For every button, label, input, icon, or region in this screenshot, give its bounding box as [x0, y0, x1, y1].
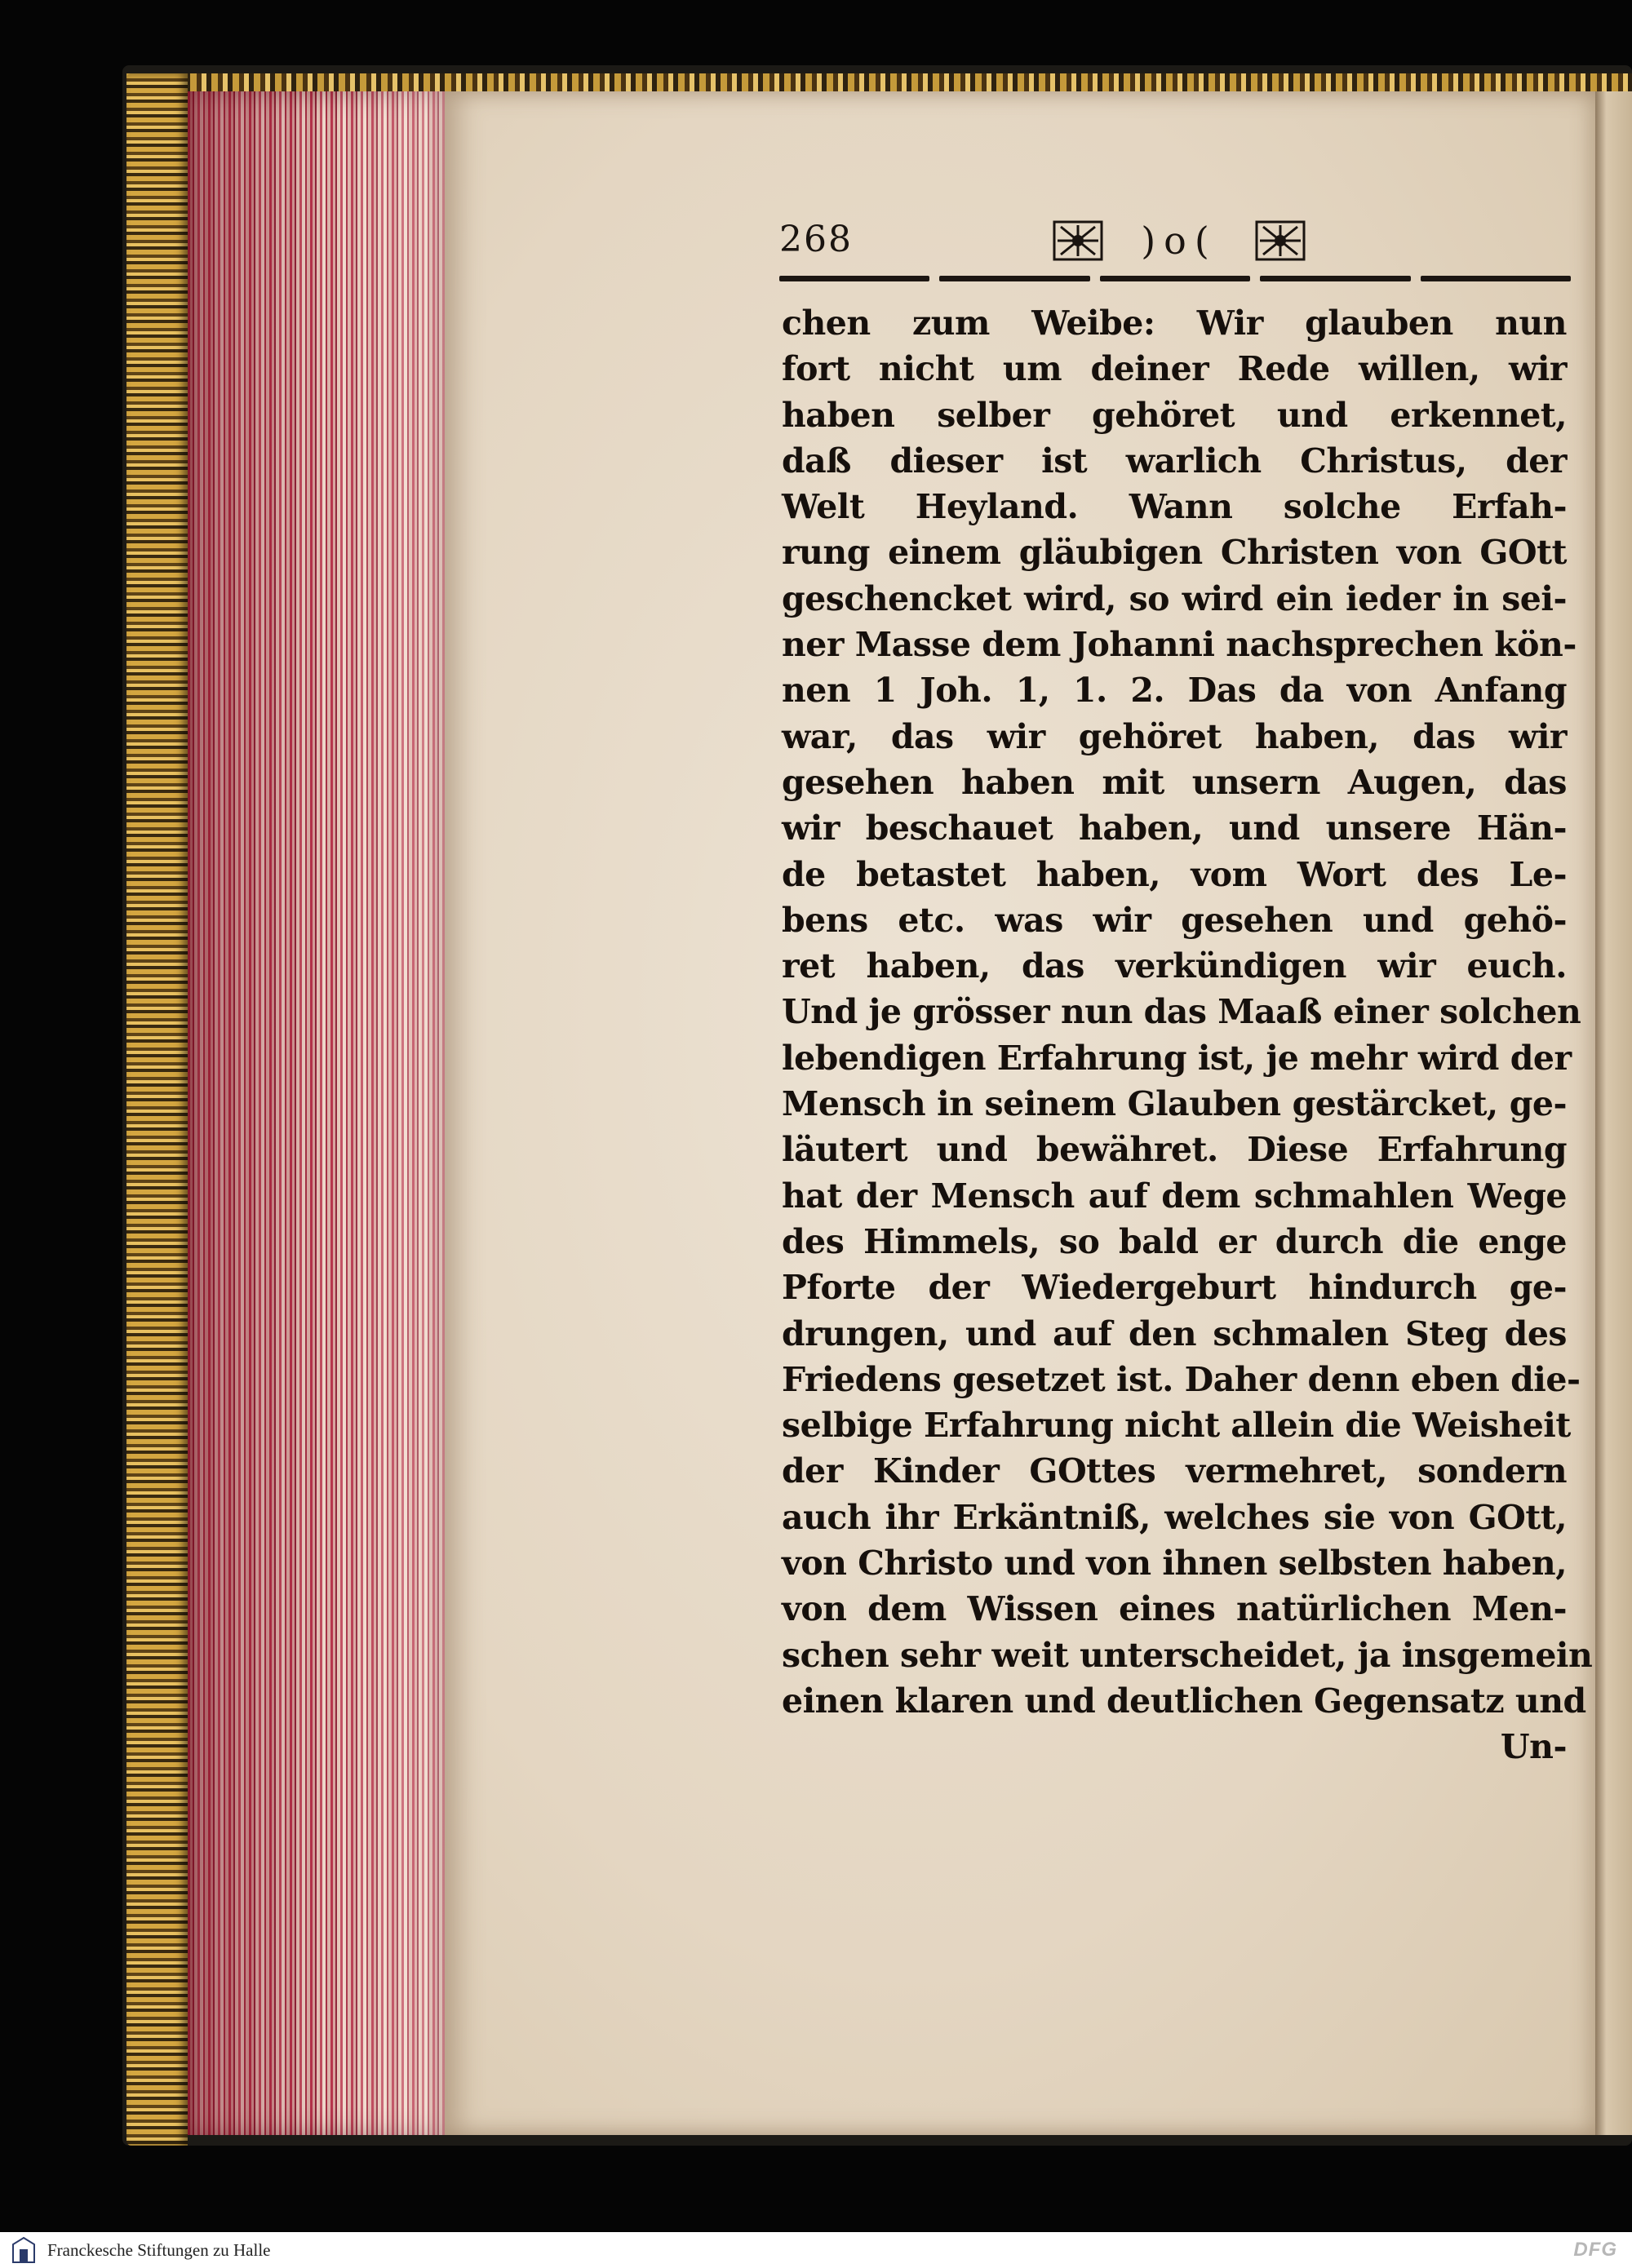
text-line: der Kinder GOttes vermehret, sondern: [782, 1451, 1567, 1491]
institution-name: Franckesche Stiftungen zu Halle: [47, 2240, 271, 2260]
text-line: haben selber gehöret und erkennet,: [782, 395, 1567, 435]
running-header: [779, 219, 1571, 268]
text-line: selbige Erfahrung nicht allein die Weisheit: [782, 1406, 1571, 1446]
text-line: de betastet haben, vom Wort des Le-: [782, 854, 1567, 894]
text-line: einen klaren und deutlichen Gegensatz und: [782, 1681, 1586, 1721]
page-number: 268: [779, 219, 853, 260]
header-rule: [779, 276, 1571, 284]
text-line: Mensch in seinem Glauben gestärcket, ge-: [782, 1084, 1567, 1124]
text-line: läutert und bewähret. Diese Erfahrung: [782, 1130, 1567, 1170]
text-line: fort nicht um deiner Rede willen, wir: [782, 349, 1567, 389]
facing-page-edge: [1595, 91, 1632, 2135]
gilt-top-edge: [126, 73, 1632, 91]
body-text: [782, 300, 1593, 1770]
text-line: lebendigen Erfahrung ist, je mehr wird der: [782, 1038, 1572, 1078]
text-line: geschencket wird, so wird ein ieder in sei-: [782, 578, 1567, 618]
text-line: des Himmels, so bald er durch die enge: [782, 1221, 1567, 1261]
text-line: nen 1 Joh. 1, 1. 2. Das da von Anfang: [782, 671, 1567, 711]
text-line: drungen, und auf den schmalen Steg des: [782, 1313, 1567, 1353]
text-line: Welt Heyland. Wann solche Erfah-: [782, 487, 1567, 527]
gilt-spine-edge: [126, 73, 188, 2146]
text-line: von dem Wissen eines natürlichen Men-: [782, 1589, 1567, 1629]
catchword: Un-: [1500, 1727, 1567, 1767]
funder-logo: DFG: [1573, 2239, 1617, 2261]
text-line: Friedens gesetzet ist. Daher denn eben die-: [782, 1359, 1581, 1399]
text-line: Und je grösser nun das Maaß einer solchen: [782, 992, 1581, 1032]
flower-ornament-icon: [1255, 220, 1306, 261]
text-line: von Christo und von ihnen selbsten haben,: [782, 1544, 1567, 1584]
institution-logo-icon: [11, 2236, 36, 2264]
ornament-glyphs: )o(: [1141, 219, 1217, 263]
text-line: chen zum Weibe: Wir glauben nun: [782, 303, 1567, 343]
text-line: rung einem gläubigen Christen von GOtt: [782, 533, 1567, 573]
text-line: bens etc. was wir gesehen und gehö-: [782, 900, 1567, 940]
text-line: ner Masse dem Johanni nachsprechen kön-: [782, 625, 1577, 665]
text-line: ret haben, das verkündigen wir euch.: [782, 946, 1567, 986]
header-ornament: [1053, 220, 1306, 261]
text-line: daß dieser ist warlich Christus, der: [782, 441, 1567, 481]
flower-ornament-icon: [1053, 220, 1103, 261]
text-line: auch ihr Erkäntniß, welches sie von GOtt,: [782, 1497, 1567, 1537]
text-line: wir beschauet haben, und unsere Hän-: [782, 808, 1567, 848]
text-line: hat der Mensch auf dem schmahlen Wege: [782, 1176, 1567, 1216]
text-line: schen sehr weit unterscheidet, ja insgemein: [782, 1635, 1593, 1675]
text-line: war, das wir gehöret haben, das wir: [782, 716, 1567, 756]
text-line: gesehen haben mit unsern Augen, das: [782, 762, 1567, 802]
page-fore-edge: [188, 91, 445, 2135]
text-line: Pforte der Wiedergeburt hindurch ge-: [782, 1268, 1567, 1308]
